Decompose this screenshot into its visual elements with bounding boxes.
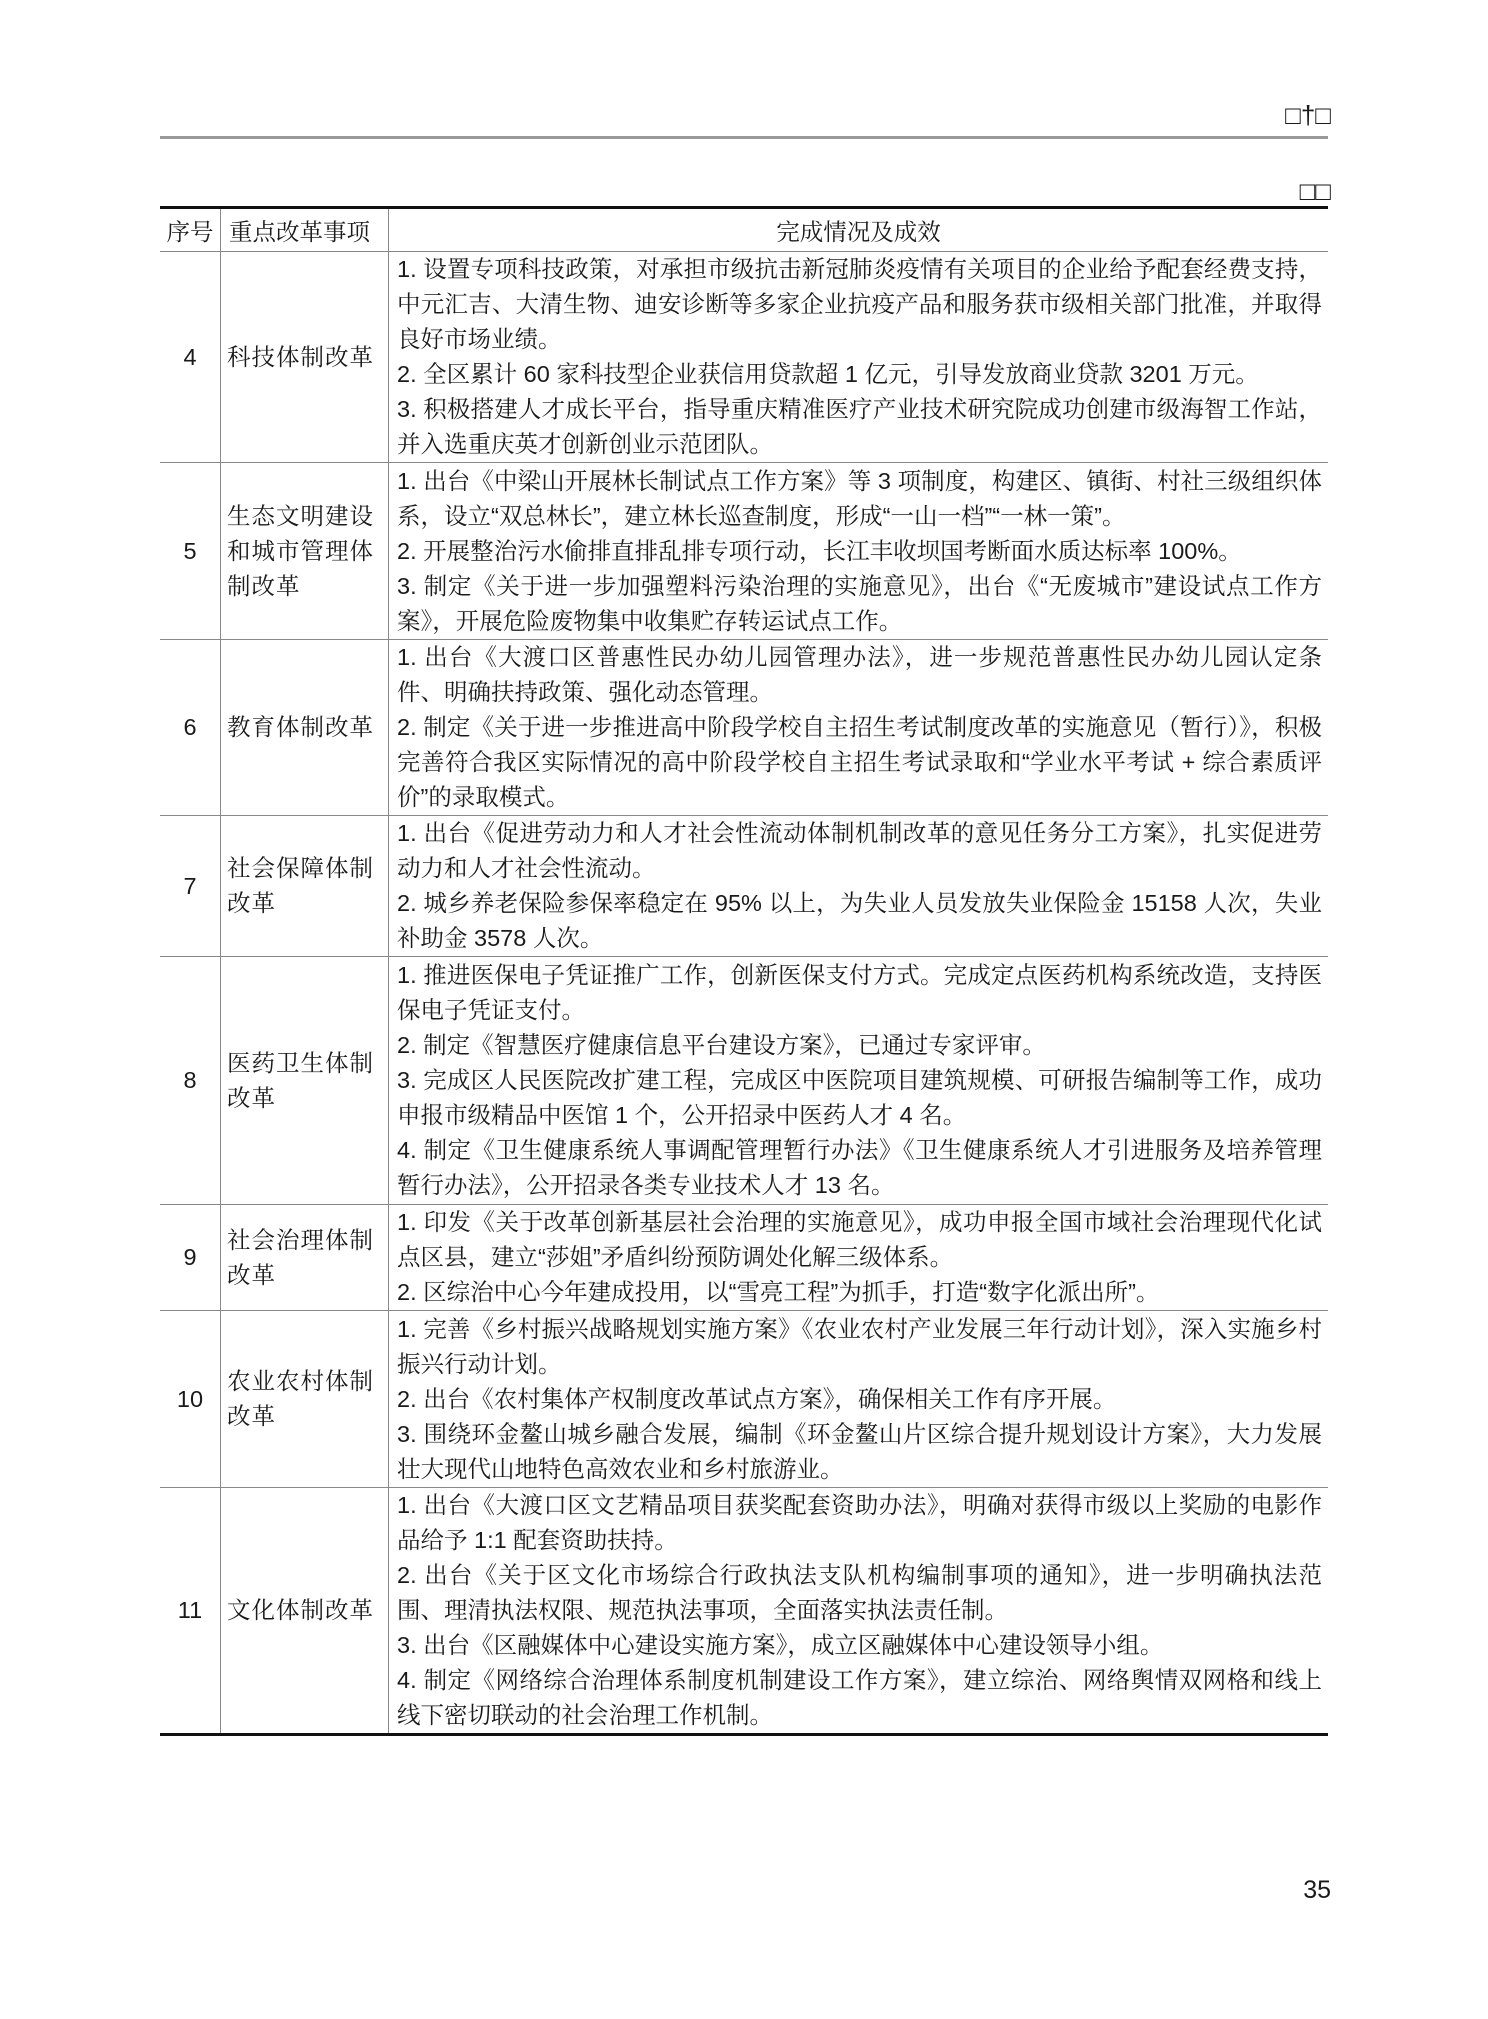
header-item: 重点改革事项: [221, 208, 389, 252]
result-item: 4. 制定《卫生健康系统人事调配管理暂行办法》《卫生健康系统人才引进服务及培养管理暂行办法》，公开招录各类专业技术人才 13 名。: [397, 1137, 1322, 1198]
table-row: [160, 252, 1328, 463]
result-item: 2. 开展整治污水偷排直排乱排专项行动，长江丰收坝国考断面水质达标率 100%。: [397, 537, 1242, 564]
result-item: 2. 全区累计 60 家科技型企业获信用贷款超 1 亿元，引导发放商业贷款 3201 万元。: [397, 361, 1259, 387]
result-item: 2. 制定《关于进一步推进高中阶段学校自主招生考试制度改革的实施意见（暂行）》，积极完善符合我区实际情况的高中阶段学校自主招生考试录取和“学业水平考试 + 综合素质评价”的录取模式。: [397, 714, 1322, 810]
reform-item: 生态文明建设和城市管理体制改革: [221, 463, 389, 640]
result-item: 2. 城乡养老保险参保率稳定在 95% 以上，为失业人员发放失业保险金 15158 人次，失业补助金 3578 人次。: [397, 890, 1322, 951]
result-item: 3. 出台《区融媒体中心建设实施方案》，成立区融媒体中心建设领导小组。: [397, 1632, 1164, 1658]
table-row: [160, 1488, 1328, 1735]
results-cell: [389, 463, 1329, 640]
results-cell: [389, 816, 1329, 957]
result-item: 3. 积极搭建人才成长平台，指导重庆精准医疗产业技术研究院成功创建市级海智工作站，并入选重庆英才创新创业示范团队。: [397, 396, 1322, 457]
reform-item: 文化体制改革: [221, 1488, 389, 1735]
reform-item: 社会治理体制改革: [221, 1205, 389, 1311]
reform-item: 农业农村体制改革: [221, 1311, 389, 1488]
results-cell: [389, 1205, 1329, 1311]
row-number: 5: [160, 463, 221, 640]
results-cell: [389, 1488, 1329, 1735]
result-item: 1. 推进医保电子凭证推广工作，创新医保支付方式。完成定点医药机构系统改造，支持医保电子凭证支付。: [397, 962, 1322, 1023]
page-number: 35: [1303, 1876, 1331, 1904]
row-number: 8: [160, 957, 221, 1205]
reform-item: 社会保障体制改革: [221, 816, 389, 957]
result-item: 1. 出台《促进劳动力和人才社会性流动体制机制改革的意见任务分工方案》，扎实促进劳动力和人才社会性流动。: [397, 820, 1322, 881]
table-row: [160, 957, 1328, 1205]
table-row: [160, 463, 1328, 640]
result-item: 1. 出台《中梁山开展林长制试点工作方案》等 3 项制度，构建区、镇街、村社三级组织体系，设立“双总林长”，建立林长巡查制度，形成“一山一档”“一林一策”。: [397, 467, 1322, 529]
result-item: 1. 印发《关于改革创新基层社会治理的实施意见》，成功申报全国市域社会治理现代化试点区县，建立“莎姐”矛盾纠纷预防调处化解三级体系。: [397, 1209, 1322, 1270]
result-item: 1. 完善《乡村振兴战略规划实施方案》《农业农村产业发展三年行动计划》，深入实施乡村振兴行动计划。: [397, 1315, 1322, 1377]
result-item: 1. 设置专项科技政策，对承担市级抗击新冠肺炎疫情有关项目的企业给予配套经费支持，中元汇吉、大清生物、迪安诊断等多家企业抗疫产品和服务获市级相关部门批准，并取得良好市场业绩。: [397, 256, 1322, 352]
table-row: [160, 1205, 1328, 1311]
result-item: 1. 出台《大渡口区普惠性民办幼儿园管理办法》，进一步规范普惠性民办幼儿园认定条件、明确扶持政策、强化动态管理。: [397, 644, 1322, 705]
result-item: 2. 出台《关于区文化市场综合行政执法支队机构编制事项的通知》，进一步明确执法范围、理清执法权限、规范执法事项，全面落实执法责任制。: [397, 1562, 1322, 1623]
table-unit-mark: □□: [1299, 176, 1331, 206]
results-cell: [389, 1311, 1329, 1488]
result-item: 2. 出台《农村集体产权制度改革试点方案》，确保相关工作有序开展。: [397, 1385, 1117, 1412]
result-item: 2. 制定《智慧医疗健康信息平台建设方案》，已通过专家评审。: [397, 1032, 1046, 1058]
results-cell: [389, 640, 1329, 816]
results-cell: [389, 252, 1329, 463]
result-item: 2. 区综治中心今年建成投用，以“雪亮工程”为抓手，打造“数字化派出所”。: [397, 1279, 1160, 1305]
reform-table: [160, 206, 1328, 1736]
result-item: 1. 出台《大渡口区文艺精品项目获奖配套资助办法》，明确对获得市级以上奖励的电影作品给予 1:1 配套资助扶持。: [397, 1492, 1322, 1553]
row-number: 9: [160, 1205, 221, 1311]
result-item: 4. 制定《网络综合治理体系制度机制建设工作方案》，建立综治、网络舆情双网格和线上线下密切联动的社会治理工作机制。: [397, 1667, 1322, 1728]
results-cell: [389, 957, 1329, 1205]
header-results: 完成情况及成效: [389, 208, 1329, 252]
row-number: 6: [160, 640, 221, 816]
row-number: 4: [160, 252, 221, 463]
row-number: 11: [160, 1488, 221, 1735]
table-row: [160, 816, 1328, 957]
header-no: 序号: [160, 208, 221, 252]
result-item: 3. 制定《关于进一步加强塑料污染治理的实施意见》，出台《“无废城市”建设试点工作方案》，开展危险废物集中收集贮存转运试点工作。: [397, 572, 1322, 634]
table-row: [160, 1311, 1328, 1488]
row-number: 7: [160, 816, 221, 957]
table-row: [160, 640, 1328, 816]
reform-item: 教育体制改革: [221, 640, 389, 816]
result-item: 3. 围绕环金鳌山城乡融合发展，编制《环金鳌山片区综合提升规划设计方案》，大力发展壮大现代山地特色高效农业和乡村旅游业。: [397, 1420, 1322, 1482]
reform-item: 科技体制改革: [221, 252, 389, 463]
header-rule: [160, 136, 1328, 139]
row-number: 10: [160, 1311, 221, 1488]
result-item: 3. 完成区人民医院改扩建工程，完成区中医院项目建筑规模、可研报告编制等工作，成功申报市级精品中医馆 1 个，公开招录中医药人才 4 名。: [397, 1067, 1322, 1128]
header-mark: □†□: [1285, 100, 1331, 130]
table-header-row: [160, 208, 1328, 252]
reform-item: 医药卫生体制改革: [221, 957, 389, 1205]
